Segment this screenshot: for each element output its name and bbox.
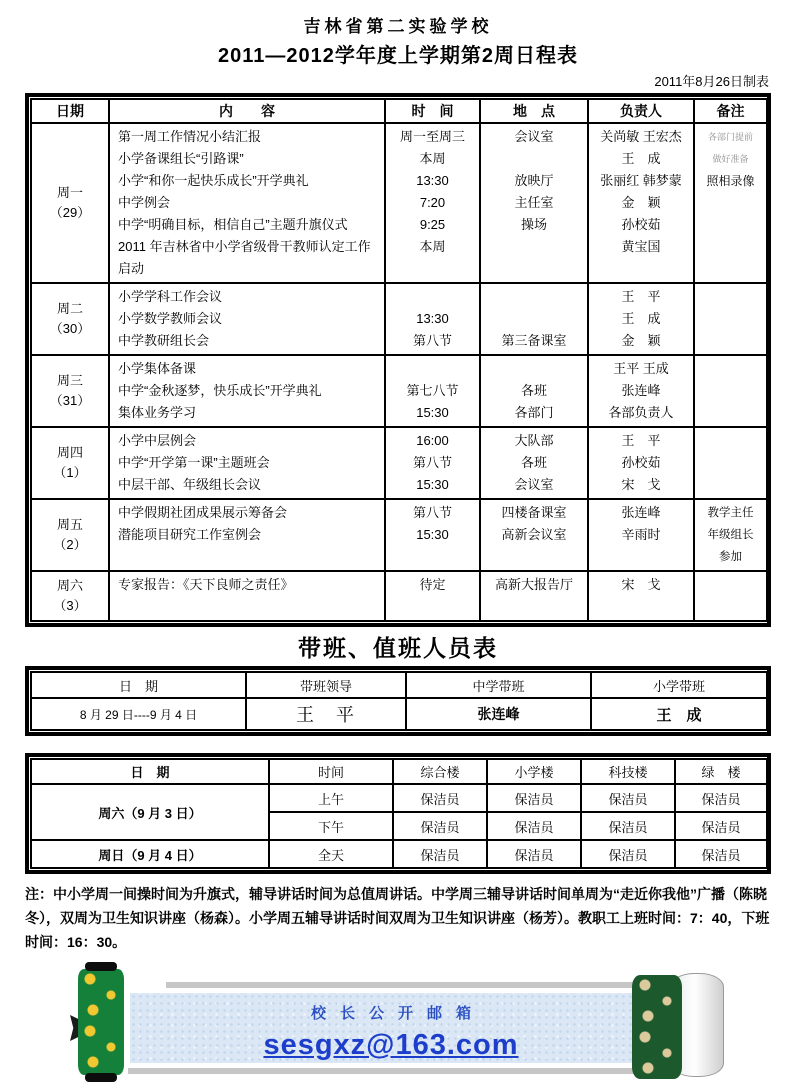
time-cell: 第七八节 15:30 [385, 355, 480, 427]
clean-col-date: 日 期 [31, 759, 269, 784]
clean-cell: 保洁员 [581, 840, 675, 868]
clean-cell: 保洁员 [393, 812, 487, 840]
clean-cell: 保洁员 [581, 784, 675, 812]
clean-cell: 保洁员 [675, 840, 767, 868]
schedule-header-row [31, 99, 767, 123]
col-header-person: 负责人 [588, 99, 694, 123]
clean-cell: 保洁员 [393, 784, 487, 812]
person-cell: 张连峰 辛雨时 [588, 499, 694, 571]
col-header-date: 日期 [31, 99, 109, 123]
col-header-content: 内 容 [109, 99, 385, 123]
table-row-monday [31, 123, 767, 283]
clean-date-sat: 周六（9 月 3 日） [31, 784, 269, 840]
remark-cell: 教学主任 年级组长 参加 [694, 499, 767, 571]
clean-col-building2: 小学楼 [487, 759, 581, 784]
weekly-schedule-table [25, 93, 771, 627]
cleaning-header-row [31, 759, 767, 784]
place-cell: 四楼备课室 高新会议室 [480, 499, 588, 571]
clean-time: 上午 [269, 784, 393, 812]
remark-cell [694, 283, 767, 355]
table-row-tuesday [31, 283, 767, 355]
clean-cell: 保洁员 [581, 812, 675, 840]
scroll-roller-left [78, 969, 124, 1075]
duty-date: 8 月 29 日----9 月 4 日 [31, 698, 246, 730]
principal-email-banner [70, 961, 726, 1089]
col-header-remark: 备注 [694, 99, 767, 123]
date-note: 2011年8月26日制表 [654, 74, 769, 89]
person-cell: 王 平 王 成 金 颖 [588, 283, 694, 355]
clean-cell: 保洁员 [675, 812, 767, 840]
school-title: 吉林省第二实验学校 [303, 17, 493, 36]
duty-header-row [31, 672, 767, 698]
duty-table [25, 666, 771, 736]
scroll-roller-right [632, 975, 682, 1079]
duty-primary-school: 王 成 [591, 698, 767, 730]
place-cell: 各班 各部门 [480, 355, 588, 427]
clean-cell: 保洁员 [487, 784, 581, 812]
email-label: 校长公开邮箱 [310, 1005, 485, 1022]
person-cell: 王 平 孙校茹 宋 戈 [588, 427, 694, 499]
content-cell: 小学中层例会 中学“开学第一课”主题班会 中层干部、年级组长会议 [109, 427, 385, 499]
principal-email-link[interactable]: sesgxz@163.com [263, 1029, 519, 1061]
day-cell: 周六 （3） [31, 571, 109, 621]
clean-cell: 保洁员 [487, 840, 581, 868]
time-cell: 16:00 第八节 15:30 [385, 427, 480, 499]
day-cell: 周二 （30） [31, 283, 109, 355]
page-title: 2011—2012学年度上学期第2周日程表 [217, 45, 578, 67]
place-cell: 会议室 放映厅 主任室 操场 [480, 123, 588, 283]
clean-date-sun: 周日（9 月 4 日） [31, 840, 269, 868]
person-cell: 王平 王成 张连峰 各部负责人 [588, 355, 694, 427]
col-header-place: 地 点 [480, 99, 588, 123]
remark-cell [694, 427, 767, 499]
clean-col-time: 时间 [269, 759, 393, 784]
col-header-time: 时 间 [385, 99, 480, 123]
duty-col-date: 日 期 [31, 672, 246, 698]
clean-time: 全天 [269, 840, 393, 868]
duty-leader: 王 平 [246, 698, 406, 730]
remark-cell [694, 571, 767, 621]
duty-section-title: 带班、值班人员表 [298, 635, 498, 661]
place-cell: 大队部 各班 会议室 [480, 427, 588, 499]
content-cell: 专家报告：《天下良师之责任》 [109, 571, 385, 621]
cleaning-table [25, 753, 771, 874]
duty-value-row [31, 698, 767, 730]
day-cell: 周三 （31） [31, 355, 109, 427]
clean-time: 下午 [269, 812, 393, 840]
table-row-wednesday [31, 355, 767, 427]
duty-middle-school: 张连峰 [406, 698, 591, 730]
table-row-thursday [31, 427, 767, 499]
cleaning-row-sat-am [31, 784, 767, 812]
clean-col-building1: 综合楼 [393, 759, 487, 784]
place-cell: 高新大报告厅 [480, 571, 588, 621]
day-cell: 周五 （2） [31, 499, 109, 571]
content-cell: 第一周工作情况小结汇报 小学备课组长“引路课” 小学“和你一起快乐成长”开学典礼 中学例会 中学“明确目标，相信自己”主题升旗仪式 2011 年吉林省中小学省级骨干教师认定工作 启动 [109, 123, 385, 283]
table-row-friday [31, 499, 767, 571]
table-row-saturday [31, 571, 767, 621]
clean-cell: 保洁员 [393, 840, 487, 868]
place-cell: 第三备课室 [480, 283, 588, 355]
remark-cell: 各部门提前 做好准备 照相录像 [694, 123, 767, 283]
time-cell: 待定 [385, 571, 480, 621]
content-cell: 中学假期社团成果展示筹备会 潜能项目研究工作室例会 [109, 499, 385, 571]
cleaning-row-sun [31, 840, 767, 868]
footnote: 注：中小学周一间操时间为升旗式，辅导讲话时间为总值周讲话。中学周三辅导讲话时间单周为“走近你我他”广播（陈晓冬），双周为卫生知识讲座（杨森）。小学周五辅导讲话时间双周为卫生知识讲座（杨芳）。教职工上班时间：7：40，下班时间：16：30。 [25, 886, 770, 950]
content-cell: 小学集体备课 中学“金秋逐梦，快乐成长”开学典礼 集体业务学习 [109, 355, 385, 427]
remark-cell [694, 355, 767, 427]
time-cell: 周一至周三 本周 13:30 7:20 9:25 本周 [385, 123, 480, 283]
time-cell: 13:30 第八节 [385, 283, 480, 355]
duty-col-primary: 小学带班 [591, 672, 767, 698]
duty-col-middle: 中学带班 [406, 672, 591, 698]
scroll-paper [122, 988, 660, 1068]
person-cell: 关尚敏 王宏杰 王 成 张丽红 韩梦蒙 金 颖 孙校茹 黄宝国 [588, 123, 694, 283]
clean-col-building4: 绿 楼 [675, 759, 767, 784]
person-cell: 宋 戈 [588, 571, 694, 621]
clean-cell: 保洁员 [675, 784, 767, 812]
day-cell: 周一 （29） [31, 123, 109, 283]
scroll-panel [130, 993, 652, 1063]
duty-col-leader: 带班领导 [246, 672, 406, 698]
clean-col-building3: 科技楼 [581, 759, 675, 784]
content-cell: 小学学科工作会议 小学数学教师会议 中学教研组长会 [109, 283, 385, 355]
clean-cell: 保洁员 [487, 812, 581, 840]
day-cell: 周四 （1） [31, 427, 109, 499]
time-cell: 第八节 15:30 [385, 499, 480, 571]
